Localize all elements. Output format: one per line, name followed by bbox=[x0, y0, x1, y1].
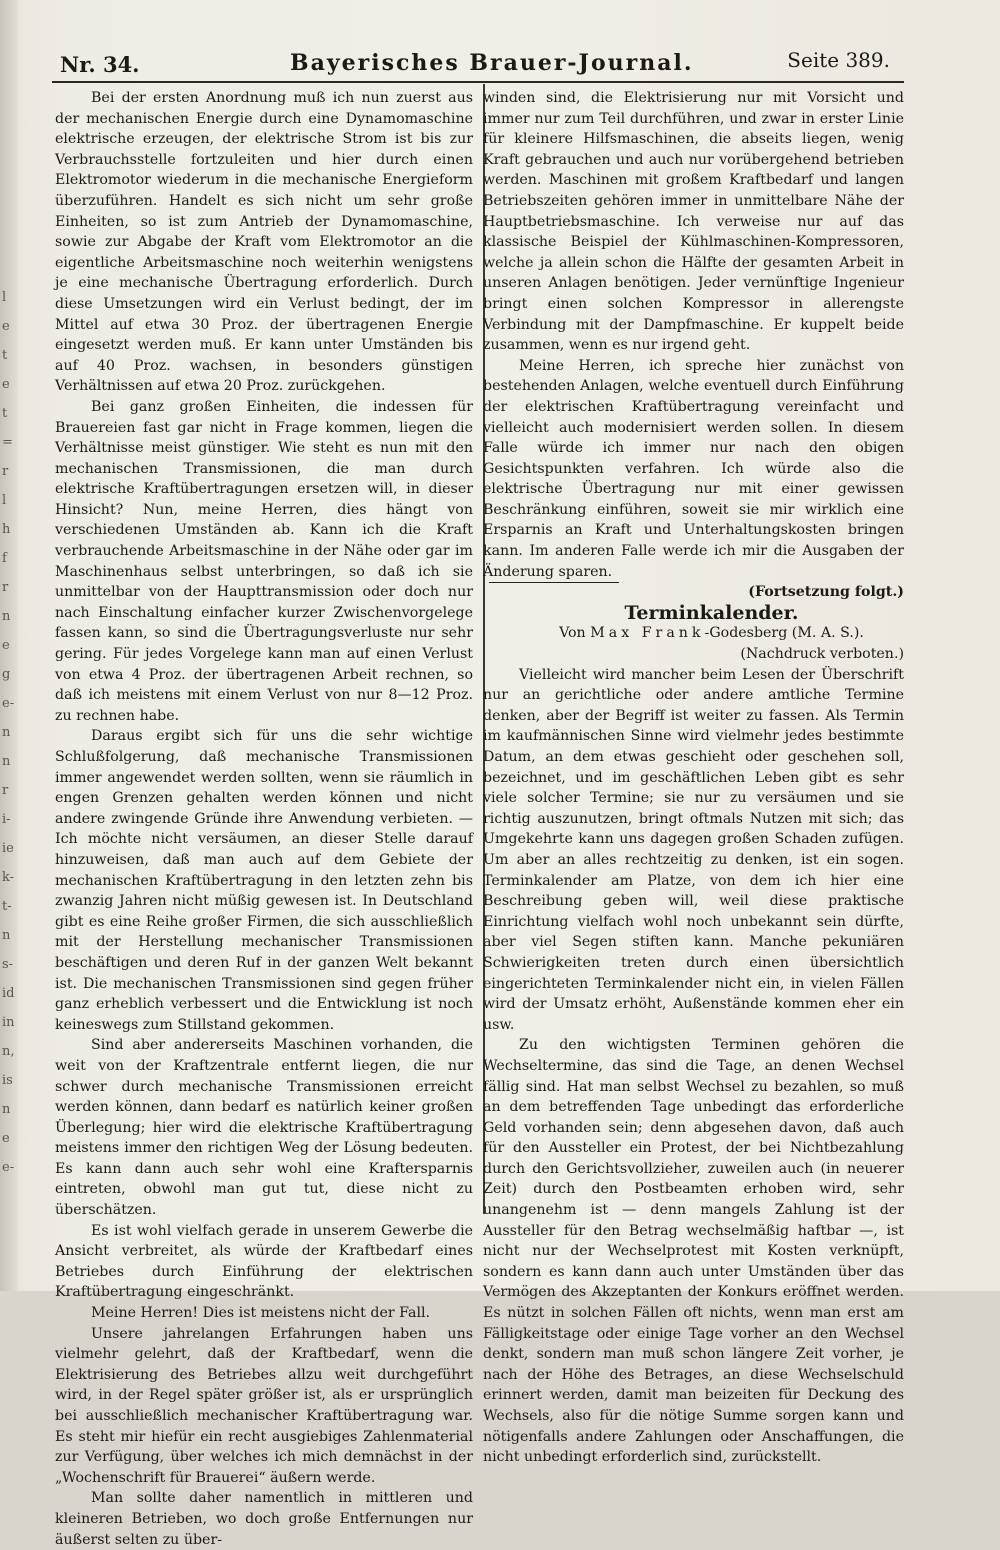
page-header bbox=[50, 40, 890, 80]
article-byline bbox=[483, 623, 904, 644]
margin-fragment: id bbox=[2, 986, 15, 1001]
left-column bbox=[55, 88, 473, 1550]
margin-fragment: ie bbox=[2, 841, 14, 856]
paragraph: winden sind, die Elektrisierung nur mit Vorsicht und immer nur zum Teil durchführen, und zwar in erster Linie für kleinere Hilfsmaschinen, die abseits liegen, wenig Kraft gebrauchen und auch nur vorübergehend betrieben werden. Maschinen mit großem Kraftbedarf und langen Betriebszeiten gehören immer in unmittelbare Nähe der Hauptbetriebsmaschine. Ich verweise nur auf das klassische Beispiel der Kühlmaschinen-Kompressoren, welche ja allein schon die Hälfte der gesamten Arbeit in unseren Anlagen benötigen. Jeder vernünftige Ingenieur bringt einen solchen Kompressor in allerengste Verbindung mit der Dampfmaschine. Er kuppelt beide zusammen, wenn es nur irgend geht. bbox=[483, 90, 904, 354]
margin-fragment: e bbox=[2, 319, 10, 334]
margin-fragment: r bbox=[2, 464, 9, 479]
header-rule bbox=[52, 81, 904, 83]
margin-fragment: k- bbox=[2, 870, 15, 885]
margin-fragment: r bbox=[2, 580, 9, 595]
margin-fragment: n bbox=[2, 609, 11, 624]
paragraph: Bei ganz großen Einheiten, die indessen für Brauereien fast gar nicht in Frage kommen, liegen die Verhältnisse meist günstiger. Wie steht es nun mit den mechanischen Transmissionen, die man durch elektrische Kraftübertragungen ersetzen will, in dieser Hinsicht? Nun, meine Herren, dies hängt von verschiedenen Umständen ab. Kann ich die Kraft verbrauchende Arbeitsmaschine in der Nähe oder gar im Maschinenhaus selbst unterbringen, so daß ich sie unmittelbar von der Haupttransmission oder doch nur nach Einschaltung einfacher kurzer Zwischenvorgelege fassen kann, so sind die Übertragungsverluste nur sehr gering. Für jedes Vorgelege kann man auf einen Verlust von etwa 4 Proz. der übertragenen Arbeit rechnen, so daß ich meistens mit einem Verlust von nur 8—12 Proz. zu rechnen habe. bbox=[55, 398, 473, 724]
issue-number: Nr. 34. bbox=[60, 52, 140, 77]
margin-fragment: t- bbox=[2, 899, 12, 914]
margin-fragment: n bbox=[2, 725, 11, 740]
margin-fragment: e- bbox=[2, 1160, 15, 1175]
margin-fragment: r bbox=[2, 783, 9, 798]
paragraph: Vielleicht wird mancher beim Lesen der Überschrift nur an gerichtliche oder andere amtliche Termine denken, aber der Begriff ist weiter zu fassen. Als Termin im kaufmännischen Sinne wird vielmehr jedes bestimmte Datum, an dem etwas geschieht oder geschehen soll, bezeichnet, und im geschäftlichen Leben gibt es sehr viele solcher Termine; sie nur zu versäumen und sie richtig auszunutzen, bringt oftmals Nutzen mit sich; das Umgekehrte kann uns dagegen großen Schaden zufügen. Um aber an alles rechtzeitig zu denken, ist ein sogen. Terminkalender am Platze, von dem ich hier eine Beschreibung geben will, weil diese praktische Einrichtung vielfach wohl noch unbekannt sein dürfte, aber viel Segen stiften kann. Manche pekuniären Schwierigkeiten treten durch einen übersichtlich eingerichteten Terminkalender nicht ein, in vielen Fällen wird der Umsatz erhöht, Außenstände kommen eher ein usw. bbox=[483, 666, 904, 1033]
margin-fragment: g bbox=[2, 667, 11, 682]
article-title: Terminkalender. bbox=[624, 601, 799, 624]
margin-fragment: n, bbox=[2, 1044, 15, 1059]
adjacent-page-edge bbox=[0, 0, 18, 1291]
margin-fragment: e bbox=[2, 377, 10, 392]
right-column bbox=[483, 88, 904, 1468]
margin-fragment: n bbox=[2, 1102, 11, 1117]
margin-fragment: = bbox=[2, 435, 13, 450]
margin-fragment: t bbox=[2, 348, 8, 363]
author-name: Max Frank bbox=[590, 625, 705, 642]
paragraph: Man sollte daher namentlich in mittleren und kleineren Betrieben, wo doch große Entfernungen nur äußerst selten zu über- bbox=[55, 1490, 473, 1548]
continuation-line bbox=[483, 582, 904, 603]
margin-fragment: e bbox=[2, 1131, 10, 1146]
margin-fragment: in bbox=[2, 1015, 15, 1030]
section-rule bbox=[489, 582, 619, 603]
margin-fragment: e bbox=[2, 638, 10, 653]
margin-fragment: s- bbox=[2, 957, 14, 972]
margin-fragment: l bbox=[2, 493, 7, 508]
paragraph: Sind aber andererseits Maschinen vorhanden, die weit von der Kraftzentrale entfernt liegen, die nur schwer durch mechanische Transmissionen erreicht werden können, dann bedarf es natürlich keiner großen Überlegung; hier wird die elektrische Kraftübertragung meistens immer den richtigen Weg der Lösung bedeuten. Es kann dann auch sehr wohl eine Kraftersparnis eintreten, obwohl man gut tut, diese nicht zu überschätzen. bbox=[55, 1037, 473, 1219]
byline-suffix: -Godesberg (M. A. S.). bbox=[704, 625, 864, 642]
page-number: Seite 389. bbox=[787, 48, 890, 72]
margin-fragment: n bbox=[2, 928, 11, 943]
paragraph: Bei der ersten Anordnung muß ich nun zuerst aus der mechanischen Energie durch eine Dynamomaschine elektrische erzeugen, der elektrische Strom ist bis zur Verbrauchsstelle fortzuleiten und hier durch einen Elektromotor wiederum in die mechanische Energieform überzuführen. Handelt es sich nicht um sehr große Einheiten, so ist zum Antrieb der Dynamomaschine, sowie zur Abgabe der Kraft vom Elektromotor an die eigentliche Arbeitsmaschine noch weiterhin wenigstens je eine mechanische Übertragung erforderlich. Durch diese Umsetzungen wird ein Verlust bedingt, der im Mittel auf etwa 30 Proz. der übertragenen Energie eingesetzt werden muß. Er kann unter Umständen bis auf 40 Proz. wachsen, in besonders günstigen Verhältnissen auf etwa 20 Proz. zurückgehen. bbox=[55, 90, 473, 395]
margin-fragment: h bbox=[2, 522, 11, 537]
margin-fragment: is bbox=[2, 1073, 13, 1088]
paragraph: Zu den wichtigsten Terminen gehören die Wechseltermine, das sind die Tage, an denen Wechsel fällig sind. Hat man selbst Wechsel zu bezahlen, so muß an dem betreffenden Tage unbedingt das erforderliche Geld vorhanden sein; denn abgesehen davon, daß auch für den Aussteller ein Protest, der bei Nichtbezahlung durch den Gerichtsvollzieher, zuweilen auch (in neuerer Zeit) durch den Postbeamten erhoben wird, sehr unangenehm ist — denn mangels Zahlung ist der Aussteller für den Betrag wechselmäßig haftbar —, ist nicht nur der Wechselprotest mit Kosten verknüpft, sondern es kann dann auch unter Umständen über das Vermögen des Akzeptanten der Konkurs eröffnet werden. Es nützt in solchen Fällen oft nichts, wenn man erst am Fälligkeitstage oder einige Tage vorher an den Wechsel denkt, sondern man muß schon längere Zeit vorher, je nach der Höhe des Betrages, an diese Wechselschuld erinnert werden, damit man beizeiten für Deckung des Wechsels, also für die nötige Summe sorgen kann und nötigenfalls andere Zahlungen oder Anschaffungen, die nicht unbedingt erforderlich sind, zurückstellt. bbox=[483, 1037, 904, 1466]
margin-fragment: e- bbox=[2, 696, 15, 711]
paragraph: Meine Herren! Dies ist meistens nicht der Fall. bbox=[91, 1305, 431, 1322]
paragraph: Es ist wohl vielfach gerade in unserem Gewerbe die Ansicht verbreitet, als würde der Kraftbedarf eines Betriebes durch Einführung der elektrischen Kraftübertragung eingeschränkt. bbox=[55, 1222, 473, 1301]
margin-fragment: n bbox=[2, 754, 11, 769]
byline-prefix: Von bbox=[559, 625, 586, 642]
paragraph: Meine Herren, ich spreche hier zunächst von bestehenden Anlagen, welche eventuell durch Einführung der elektrischen Kraftübertragung vereinfacht und vielleicht auch modernisiert werden sollen. In diesem Falle würde ich immer nur nach den obigen Gesichtspunkten verfahren. Ich würde also die elektrische Übertragung nur mit einer gewissen Beschränkung einführen, soweit sie mir wirklich eine Ersparnis an Kraft und Unterhaltungskosten bringen kann. Im anderen Falle werde ich mir die Ausgaben der Änderung sparen. bbox=[483, 357, 904, 580]
margin-fragment: t bbox=[2, 406, 8, 421]
reprint-note: (Nachdruck verboten.) bbox=[740, 646, 904, 663]
paragraph: Unsere jahrelangen Erfahrungen haben uns vielmehr gelehrt, daß der Kraftbedarf, wenn die Elektrisierung des Betriebes allzu weit durchgeführt wird, in der Regel später größer ist, als er ursprünglich bei ausschließlich mechanischer Kraftübertragung war. Es steht mir hiefür ein recht ausgiebiges Zahlenmaterial zur Verfügung, über welches ich mich demnächst in der „Wochenschrift für Brauerei“ äußern werde. bbox=[55, 1325, 473, 1486]
margin-fragment: l bbox=[2, 290, 7, 305]
journal-title: Bayerisches Brauer-Journal. bbox=[290, 50, 694, 76]
margin-fragment: f bbox=[2, 551, 7, 566]
continued-note: (Fortsetzung folgt.) bbox=[748, 584, 904, 601]
margin-fragment: i- bbox=[2, 812, 11, 827]
paragraph: Daraus ergibt sich für uns die sehr wichtige Schlußfolgerung, daß mechanische Transmissionen immer angewendet werden sollten, wenn sie räumlich in engen Grenzen gehalten werden können und nicht andere zwingende Gründe ihre Anwendung verbieten. — Ich möchte nicht versäumen, an dieser Stelle darauf hinzuweisen, daß man auch auf dem Gebiete der mechanischen Kraftübertragung in den letzten zehn bis zwanzig Jahren nicht müßig gewesen ist. In Deutschland gibt es eine Reihe großer Firmen, die sich ausschließlich mit der Herstellung mechanischer Transmissionen beschäftigen und deren Ruf in der ganzen Welt bekannt ist. Die mechanischen Transmissionen sind gegen früher ganz erheblich verbessert und die Entwicklung ist noch keineswegs zum Stillstand gekommen. bbox=[55, 728, 473, 1033]
